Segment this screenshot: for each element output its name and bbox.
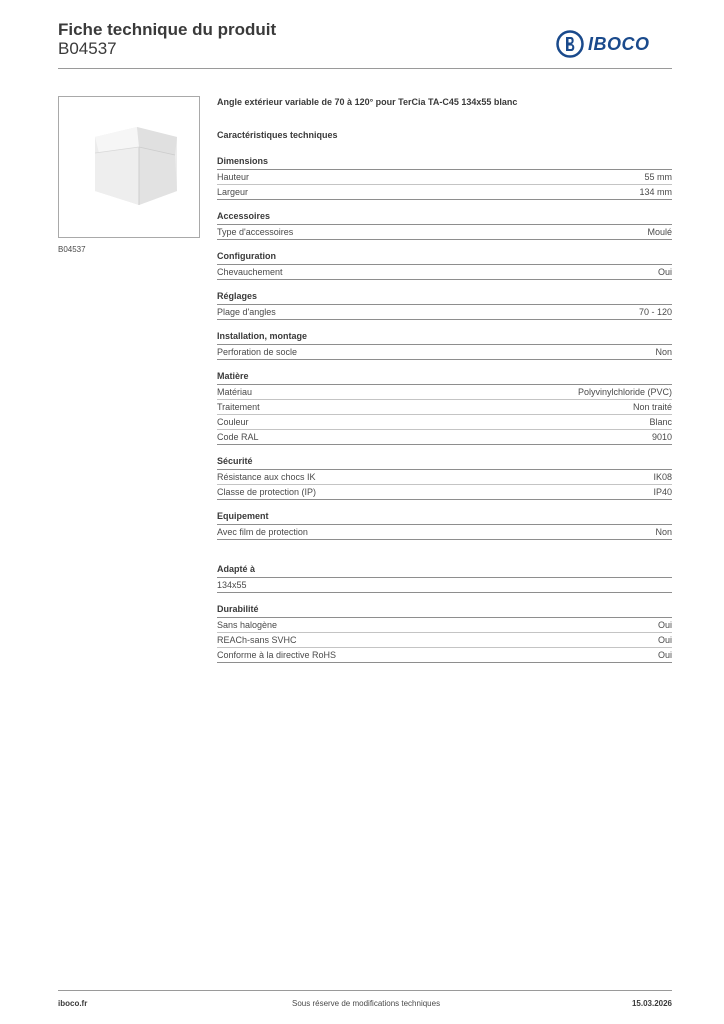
spec-row: [217, 385, 672, 400]
spec-row: [217, 578, 672, 593]
spec-group-title: Réglages: [217, 289, 672, 305]
spec-label: Classe de protection (IP): [217, 487, 317, 497]
spec-value: Oui: [657, 620, 672, 630]
spec-row: [217, 185, 672, 200]
spec-value: Oui: [657, 267, 672, 277]
spec-group: [217, 509, 672, 540]
header-divider: [58, 68, 672, 69]
footer-divider: [58, 990, 672, 991]
footer-site: iboco.fr: [58, 999, 88, 1008]
spec-group: [217, 209, 672, 240]
spec-groups: [217, 154, 672, 540]
spec-row: [217, 400, 672, 415]
spec-row: [217, 618, 672, 633]
spec-group: [217, 369, 672, 445]
spec-value: IK08: [653, 472, 672, 482]
spec-group-title: Installation, montage: [217, 329, 672, 345]
spec-value: 134 mm: [639, 187, 672, 197]
spec-value: Blanc: [649, 417, 672, 427]
spec-value: Non traité: [632, 402, 672, 412]
spec-group: [217, 454, 672, 500]
durability-group: [217, 602, 672, 663]
brand-logo: [556, 28, 650, 60]
page-title: Fiche technique du produit: [58, 20, 277, 39]
brand-wordmark: IBOCO: [588, 33, 650, 54]
spec-value: Moulé: [647, 227, 672, 237]
spec-label: 134x55: [217, 580, 247, 590]
spec-row: [217, 648, 672, 663]
spec-value: IP40: [653, 487, 672, 497]
footer-date: 15.03.2026: [631, 999, 672, 1008]
spec-row: [217, 345, 672, 360]
spec-value: Oui: [657, 650, 672, 660]
spec-value: Polyvinylchloride (PVC): [577, 387, 672, 397]
spec-label: Matériau: [217, 387, 253, 397]
spec-label: Couleur: [217, 417, 249, 427]
spec-group: [217, 249, 672, 280]
spec-value: Non: [655, 347, 672, 357]
spec-group-title: Dimensions: [217, 154, 672, 170]
footer-notice: Sous réserve de modifications techniques: [292, 999, 441, 1008]
spec-row: [217, 265, 672, 280]
spec-label: REACh-sans SVHC: [217, 635, 297, 645]
spec-group-title: Matière: [217, 369, 672, 385]
spec-row: [217, 430, 672, 445]
spec-label: Traitement: [217, 402, 260, 412]
product-code: B04537: [58, 39, 117, 58]
spec-label: Code RAL: [217, 432, 259, 442]
product-title: Angle extérieur variable de 70 à 120° pour TerCia TA-C45 134x55 blanc: [217, 97, 518, 107]
spec-label: Plage d'angles: [217, 307, 276, 317]
durability-title: Durabilité: [217, 602, 672, 618]
adapted-title: Adapté à: [217, 562, 672, 578]
spec-row: [217, 225, 672, 240]
spec-group: [217, 154, 672, 200]
spec-label: Hauteur: [217, 172, 250, 182]
spec-value: 55 mm: [644, 172, 672, 182]
spec-label: Largeur: [217, 187, 249, 197]
spec-heading: Caractéristiques techniques: [217, 130, 338, 140]
spec-label: Résistance aux chocs IK: [217, 472, 316, 482]
product-image-drawing: [59, 97, 199, 237]
spec-row: [217, 170, 672, 185]
spec-label: Type d'accessoires: [217, 227, 294, 237]
spec-label: Avec film de protection: [217, 527, 308, 537]
product-image: [58, 96, 200, 238]
spec-value: 70 - 120: [638, 307, 672, 317]
iboco-logo-icon: [556, 30, 584, 58]
spec-row: [217, 415, 672, 430]
spec-row: [217, 470, 672, 485]
spec-value: Non: [655, 527, 672, 537]
spec-group-title: Accessoires: [217, 209, 672, 225]
spec-group-title: Configuration: [217, 249, 672, 265]
spec-label: Sans halogène: [217, 620, 278, 630]
spec-group: [217, 329, 672, 360]
spec-label: Chevauchement: [217, 267, 283, 277]
spec-row: [217, 633, 672, 648]
spec-value: 9010: [651, 432, 672, 442]
adapted-group: [217, 562, 672, 593]
product-image-caption: B04537: [58, 245, 86, 254]
spec-row: [217, 305, 672, 320]
spec-label: Perforation de socle: [217, 347, 298, 357]
spec-value: Oui: [657, 635, 672, 645]
spec-group-title: Sécurité: [217, 454, 672, 470]
spec-group-title: Equipement: [217, 509, 672, 525]
spec-row: [217, 525, 672, 540]
spec-label: Conforme à la directive RoHS: [217, 650, 337, 660]
spec-group: [217, 289, 672, 320]
spec-row: [217, 485, 672, 500]
spec-sheet: [217, 96, 672, 663]
